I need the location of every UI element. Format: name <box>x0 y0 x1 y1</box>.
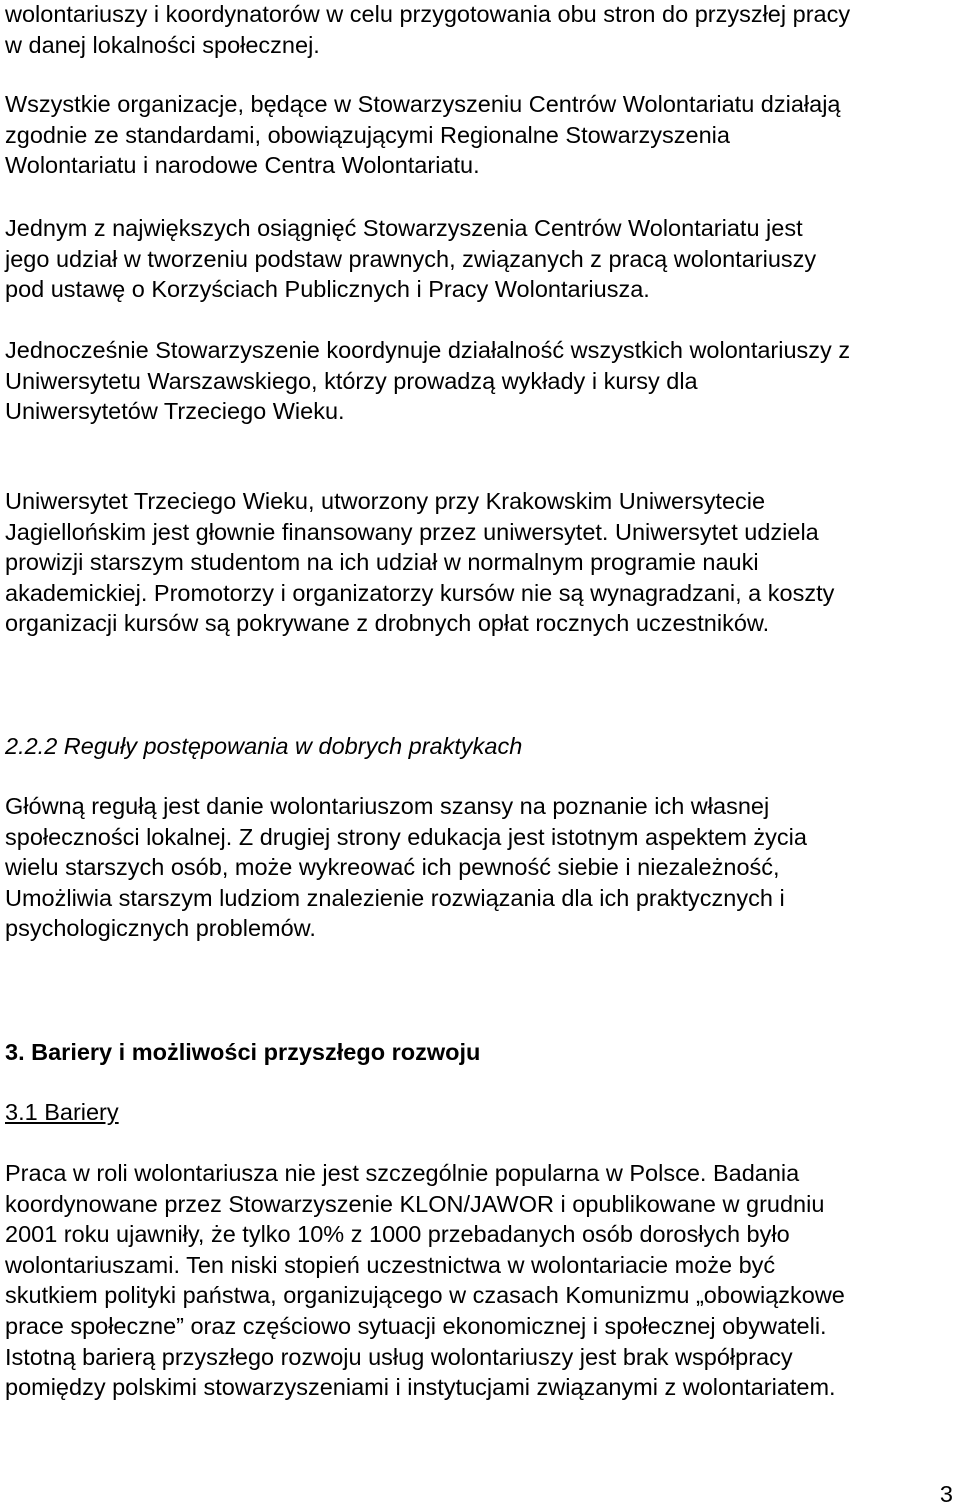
text-line: prace społeczne” oraz częściowo sytuacji ekonomicznej i społecznej obywateli. <box>5 1312 827 1339</box>
text-line: Jagiellońskim jest głownie finansowany przez uniwersytet. Uniwersytet udziela <box>5 518 819 545</box>
paragraph-standards <box>5 89 957 181</box>
text-line: Główną regułą jest danie wolontariuszom szansy na poznanie ich własnej <box>5 793 770 819</box>
text-line: wolontariuszy i koordynatorów w celu przygotowania obu stron do przyszłej pracy <box>5 1 851 27</box>
paragraph-volunteer-preparation <box>5 0 957 60</box>
paragraph-warsaw-university <box>5 335 957 427</box>
paragraph-legal-achievements <box>5 213 957 305</box>
document-page <box>5 0 957 1508</box>
text-line: pod ustawę o Korzyściach Publicznych i Pracy Wolontariusza. <box>5 276 650 303</box>
page-number: 3 <box>939 1481 953 1507</box>
text-line: Wolontariatu i narodowe Centra Wolontariatu. <box>5 152 480 179</box>
text-line: Uniwersytetu Warszawskiego, którzy prowadzą wykłady i kursy dla <box>5 367 698 394</box>
text-line: Jednocześnie Stowarzyszenie koordynuje działalność wszystkich wolontariuszy z <box>5 337 851 363</box>
text-line: społeczności lokalnej. Z drugiej strony edukacja jest istotnym aspektem życia <box>5 823 807 850</box>
text-line: akademickiej. Promotorzy i organizatorzy kursów nie są wynagradzani, a koszty <box>5 579 835 606</box>
text-line: Uniwersytetów Trzeciego Wieku. <box>5 398 345 425</box>
text-line: wolontariuszami. Ten niski stopień uczestnictwa w wolontariacie może być <box>5 1251 776 1278</box>
text-line: Uniwersytet Trzeciego Wieku, utworzony przy Krakowskim Uniwersytecie <box>5 488 766 514</box>
text-line: zgodnie ze standardami, obowiązującymi Regionalne Stowarzyszenia <box>5 121 730 148</box>
text-line: Umożliwia starszym ludziom znalezienie rozwiązania dla ich praktycznych i <box>5 884 785 911</box>
text-line: koordynowane przez Stowarzyszenie KLON/JAWOR i opublikowane w grudniu <box>5 1190 825 1217</box>
text-line: prowizji starszym studentom na ich udział w normalnym programie nauki <box>5 549 759 576</box>
text-line: psychologicznych problemów. <box>5 915 316 942</box>
paragraph-third-age-university <box>5 486 957 639</box>
paragraph-barriers <box>5 1158 957 1403</box>
section-heading-3: 3. Bariery i możliwości przyszłego rozwoju <box>5 1039 481 1065</box>
subsection-heading-3-1: 3.1 Bariery <box>5 1099 119 1125</box>
text-line: organizacji kursów są pokrywane z drobnych opłat rocznych uczestników. <box>5 610 770 637</box>
text-line: Jednym z największych osiągnięć Stowarzyszenia Centrów Wolontariatu jest <box>5 215 803 241</box>
subsection-heading-2-2-2: 2.2.2 Reguły postępowania w dobrych praktykach <box>5 733 523 759</box>
text-line: skutkiem polityki państwa, organizującego w czasach Komunizmu „obowiązkowe <box>5 1282 845 1309</box>
text-line: w danej lokalności społecznej. <box>5 31 320 58</box>
paragraph-main-rule <box>5 791 957 944</box>
text-line: jego udział w tworzeniu podstaw prawnych, związanych z pracą wolontariuszy <box>5 245 817 272</box>
text-line: wielu starszych osób, może wykreować ich pewność siebie i niezależność, <box>5 854 780 881</box>
text-line: 2001 roku ujawniły, że tylko 10% z 1000 przebadanych osób dorosłych było <box>5 1221 790 1248</box>
text-line: Praca w roli wolontariusza nie jest szczególnie popularna w Polsce. Badania <box>5 1160 800 1186</box>
text-line: pomiędzy polskimi stowarzyszeniami i instytucjami związanymi z wolontariatem. <box>5 1374 836 1401</box>
text-line: Wszystkie organizacje, będące w Stowarzyszeniu Centrów Wolontariatu działają <box>5 91 841 117</box>
text-line: Istotną barierą przyszłego rozwoju usług wolontariuszy jest brak współpracy <box>5 1343 793 1370</box>
